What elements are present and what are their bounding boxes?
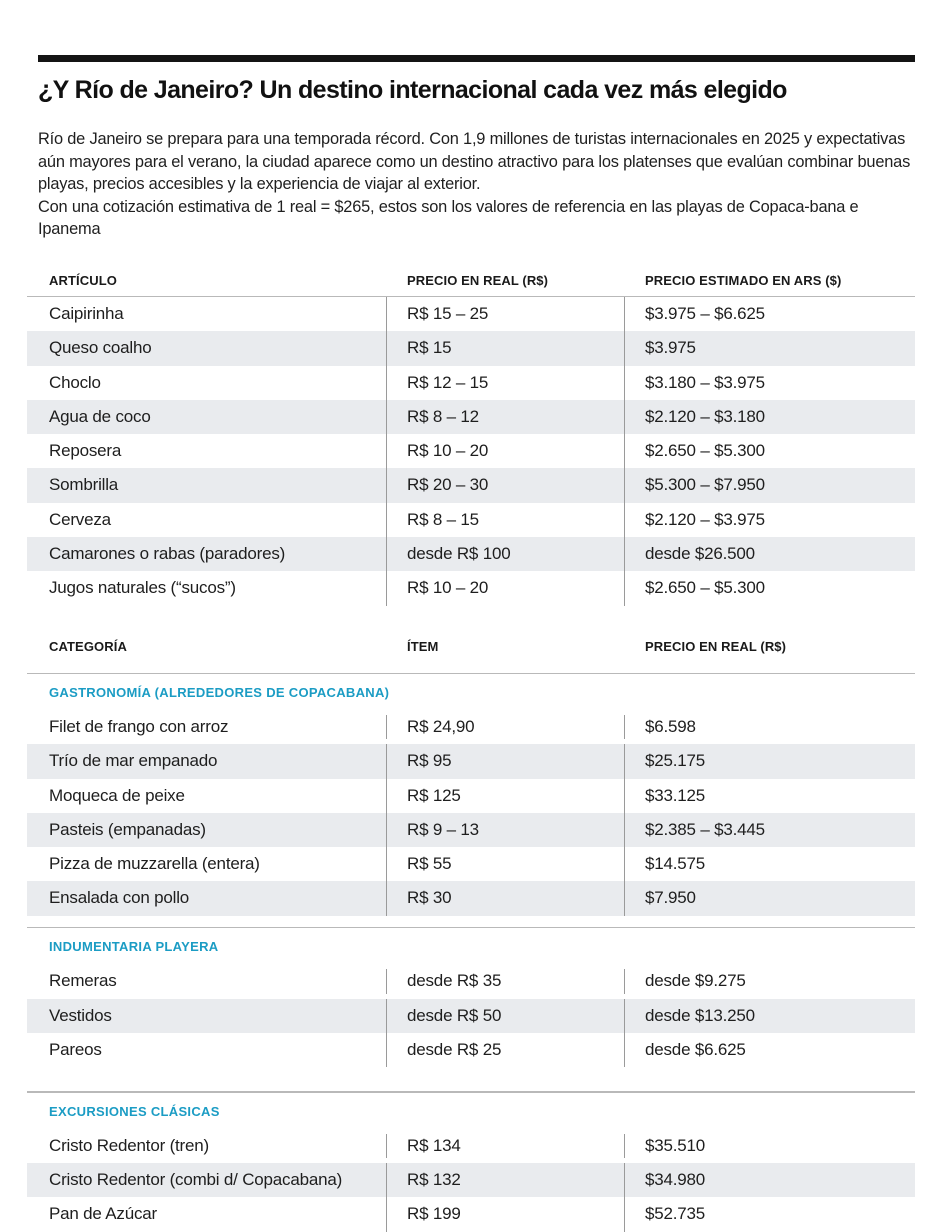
cell-price-ars: $5.300 – $7.950 [645, 475, 765, 495]
cell-price-real: R$ 20 – 30 [407, 475, 489, 495]
cell-price-real: R$ 15 [407, 338, 452, 358]
table-row [27, 366, 915, 400]
cell-item: Filet de frango con arroz [49, 717, 229, 736]
cell-item: Sombrilla [49, 475, 119, 495]
cell-price-ars: $14.575 [645, 854, 706, 874]
cell-item: Trío de mar empanado [49, 751, 218, 771]
cell-item: Choclo [49, 372, 101, 392]
cell-price-ars: $52.735 [645, 1204, 706, 1224]
cell-price-real: R$ 10 – 20 [407, 578, 489, 598]
cell-price-ars: $7.950 [645, 888, 696, 908]
table-row [27, 744, 915, 778]
cell-price-ars: desde $6.625 [645, 1039, 746, 1059]
cell-item: Caipirinha [49, 304, 124, 323]
cell-price-ars: desde $26.500 [645, 544, 755, 564]
table-row [27, 468, 915, 502]
cell-item: Pareos [49, 1039, 102, 1059]
cell-item: Moqueca de peixe [49, 785, 185, 805]
cell-price-real: R$ 24,90 [407, 717, 475, 736]
table-row [27, 1129, 915, 1163]
cell-price-real: R$ 125 [407, 785, 461, 805]
section-title-label: EXCURSIONES CLÁSICAS [49, 1103, 220, 1119]
cell-price-ars: $3.180 – $3.975 [645, 372, 765, 392]
cell-price-ars: $2.385 – $3.445 [645, 819, 765, 839]
cell-price-real: desde R$ 35 [407, 971, 502, 991]
table-row [27, 813, 915, 847]
intro-text [38, 128, 915, 241]
top-rule [38, 55, 915, 62]
cell-item: Vestidos [49, 1005, 112, 1025]
cell-item: Cerveza [49, 509, 111, 529]
cell-item: Jugos naturales (“sucos”) [49, 578, 236, 598]
section-title-label: INDUMENTARIA PLAYERA [49, 939, 219, 955]
section-gap [27, 1067, 915, 1091]
table-row [27, 881, 915, 915]
cell-price-ars: $34.980 [645, 1169, 706, 1189]
table-row [27, 537, 915, 571]
table-row [27, 400, 915, 434]
cell-price-ars: $2.120 – $3.180 [645, 406, 765, 426]
cell-price-ars: desde $9.275 [645, 971, 746, 991]
intro-paragraph-2: Con una cotización estimativa de 1 real = $265, estos son los valores de referencia en las playas de Copaca-bana e Ipanema [38, 197, 859, 239]
header-item: ÍTEM [407, 639, 439, 654]
cell-price-ars: $25.175 [645, 751, 706, 771]
cell-price-ars: $3.975 [645, 338, 696, 358]
cell-item: Queso coalho [49, 338, 152, 358]
cell-price-ars: $6.598 [645, 717, 696, 736]
cell-price-real: desde R$ 50 [407, 1005, 502, 1025]
header-articulo: ARTÍCULO [49, 273, 117, 288]
cell-price-ars: desde $13.250 [645, 1005, 755, 1025]
table-row [27, 1163, 915, 1197]
cell-price-real: R$ 132 [407, 1169, 461, 1189]
section-title-label: GASTRONOMÍA (ALREDEDORES DE COPACABANA) [49, 685, 390, 700]
table-row [27, 1033, 915, 1067]
table-row [27, 779, 915, 813]
cell-item: Remeras [49, 971, 117, 991]
cell-item: Pan de Azúcar [49, 1204, 157, 1224]
cell-price-real: R$ 12 – 15 [407, 372, 489, 392]
cell-price-real: R$ 134 [407, 1135, 461, 1155]
cell-item: Agua de coco [49, 406, 151, 426]
section-title-gastronomia [27, 674, 915, 710]
cell-item: Ensalada con pollo [49, 888, 190, 908]
article-title: ¿Y Río de Janeiro? Un destino internacional cada vez más elegido [38, 76, 787, 104]
category-prices-table [27, 627, 915, 1232]
cell-price-real: R$ 9 – 13 [407, 819, 479, 839]
cell-price-ars: $2.650 – $5.300 [645, 578, 765, 598]
table-header [27, 627, 915, 674]
cell-price-real: R$ 8 – 12 [407, 406, 479, 426]
cell-price-ars: $3.975 – $6.625 [645, 304, 765, 323]
beach-prices-table [27, 261, 915, 606]
cell-item: Cristo Redentor (combi d/ Copacabana) [49, 1169, 343, 1189]
cell-price-real: R$ 95 [407, 751, 452, 771]
cell-price-ars: $2.650 – $5.300 [645, 441, 765, 461]
table-row [27, 434, 915, 468]
cell-price-real: desde R$ 25 [407, 1039, 502, 1059]
table-row [27, 297, 915, 331]
header-categoria: CATEGORÍA [49, 639, 127, 654]
table-row [27, 710, 915, 744]
table-row [27, 571, 915, 605]
header-precio-real: PRECIO EN REAL (R$) [645, 639, 787, 654]
cell-price-real: R$ 15 – 25 [407, 304, 489, 323]
cell-price-real: R$ 30 [407, 888, 452, 908]
cell-item: Pizza de muzzarella (entera) [49, 854, 260, 874]
table-row [27, 999, 915, 1033]
cell-price-real: R$ 10 – 20 [407, 441, 489, 461]
cell-item: Camarones o rabas (paradores) [49, 544, 286, 564]
cell-price-real: R$ 55 [407, 854, 452, 874]
section-title-excursiones [27, 1093, 915, 1129]
table-header [27, 261, 915, 297]
table-row [27, 503, 915, 537]
table-row [27, 331, 915, 365]
section-gap [27, 916, 915, 927]
cell-price-ars: $33.125 [645, 785, 706, 805]
table-row [27, 964, 915, 998]
cell-item: Reposera [49, 441, 122, 461]
section-title-indumentaria [27, 928, 915, 964]
cell-price-real: R$ 199 [407, 1204, 461, 1224]
header-precio-ars: PRECIO ESTIMADO EN ARS ($) [645, 273, 842, 288]
cell-price-ars: $2.120 – $3.975 [645, 509, 765, 529]
cell-item: Pasteis (empanadas) [49, 819, 206, 839]
intro-paragraph-1: Río de Janeiro se prepara para una temporada récord. Con 1,9 millones de turistas internacionales en 2025 y expectativas aún mayores para el verano, la ciudad aparece como un destino atractivo para los platenses que evalúan combinar buenas playas, precios accesibles y la experiencia de viajar al exterior. [38, 130, 911, 194]
cell-item: Cristo Redentor (tren) [49, 1135, 209, 1155]
cell-price-ars: $35.510 [645, 1135, 706, 1155]
cell-price-real: R$ 8 – 15 [407, 509, 479, 529]
table-row [27, 1197, 915, 1231]
cell-price-real: desde R$ 100 [407, 544, 511, 564]
table-row [27, 847, 915, 881]
header-precio-real: PRECIO EN REAL (R$) [407, 273, 549, 288]
